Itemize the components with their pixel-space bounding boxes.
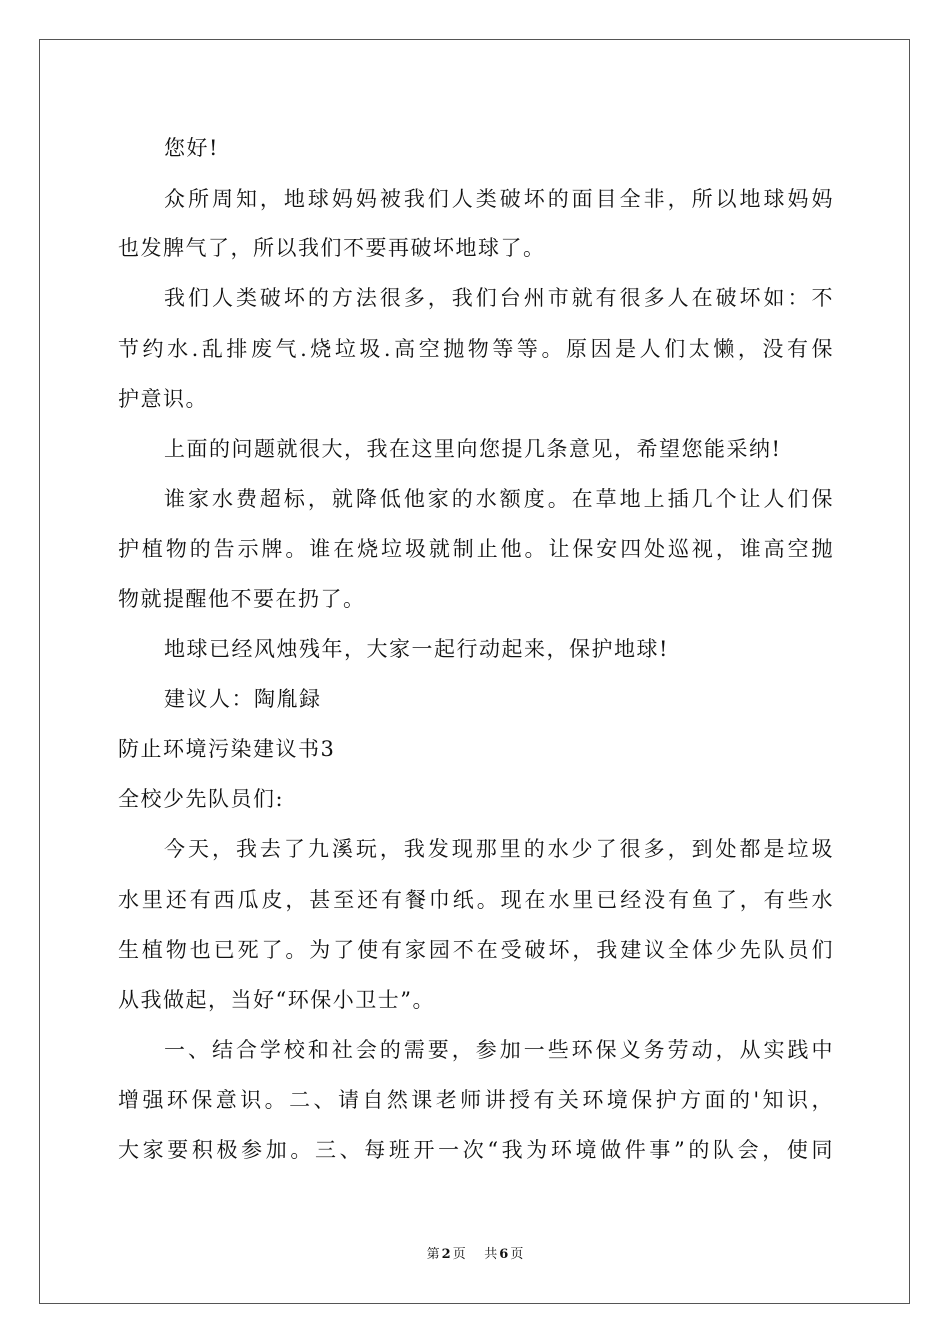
paragraph-line: 护植物的告示牌。谁在烧垃圾就制止他。让保安四处巡视，谁高空抛 [118,537,834,561]
page-prefix: 第 [426,1247,440,1262]
paragraph-line: 众所周知，地球妈妈被我们人类破坏的面目全非，所以地球妈妈 [164,187,834,211]
paragraph-line: 增强环保意识。二、请自然课老师讲授有关环境保护方面的'知识， [118,1088,834,1112]
paragraph-line: 物就提醒他不要在扔了。 [118,587,366,611]
salutation: 全校少先队员们: [118,787,285,811]
paragraph-line: 从我做起，当好“环保小卫士”。 [118,988,435,1012]
paragraph-line: 我们人类破坏的方法很多，我们台州市就有很多人在破坏如：不 [164,286,834,310]
paragraph-line: 护意识。 [118,387,208,411]
signature-line: 建议人：陶胤録 [164,687,322,711]
page-footer [0,1245,950,1265]
paragraph-line: 地球已经风烛残年，大家一起行动起来，保护地球! [164,637,669,661]
page-total: 6 [499,1247,509,1262]
section-title: 防止环境污染建议书3 [118,737,336,761]
page-suffix: 页 [452,1247,466,1262]
paragraph-line: 谁家水费超标，就降低他家的水额度。在草地上插几个让人们保 [164,487,834,511]
page-current: 2 [441,1247,451,1262]
paragraph-line: 也发脾气了，所以我们不要再破坏地球了。 [118,236,546,260]
paragraph-line: 一、结合学校和社会的需要，参加一些环保义务劳动，从实践中 [164,1038,834,1062]
paragraph-line: 生植物也已死了。为了使有家园不在受破坏，我建议全体少先队员们 [118,938,834,962]
paragraph-line: 上面的问题就很大，我在这里向您提几条意见，希望您能采纳! [164,437,782,461]
total-suffix: 页 [510,1247,524,1262]
paragraph-line: 节约水.乱排废气.烧垃圾.高空抛物等等。原因是人们太懒，没有保 [118,337,834,361]
paragraph-line: 大家要积极参加。三、每班开一次“我为环境做件事”的队会，使同 [118,1138,834,1162]
paragraph-line: 今天，我去了九溪玩，我发现那里的水少了很多，到处都是垃圾 [164,837,834,861]
paragraph-line: 水里还有西瓜皮，甚至还有餐巾纸。现在水里已经没有鱼了，有些水 [118,888,834,912]
greeting: 您好! [164,136,219,160]
total-prefix: 共 [484,1247,498,1262]
